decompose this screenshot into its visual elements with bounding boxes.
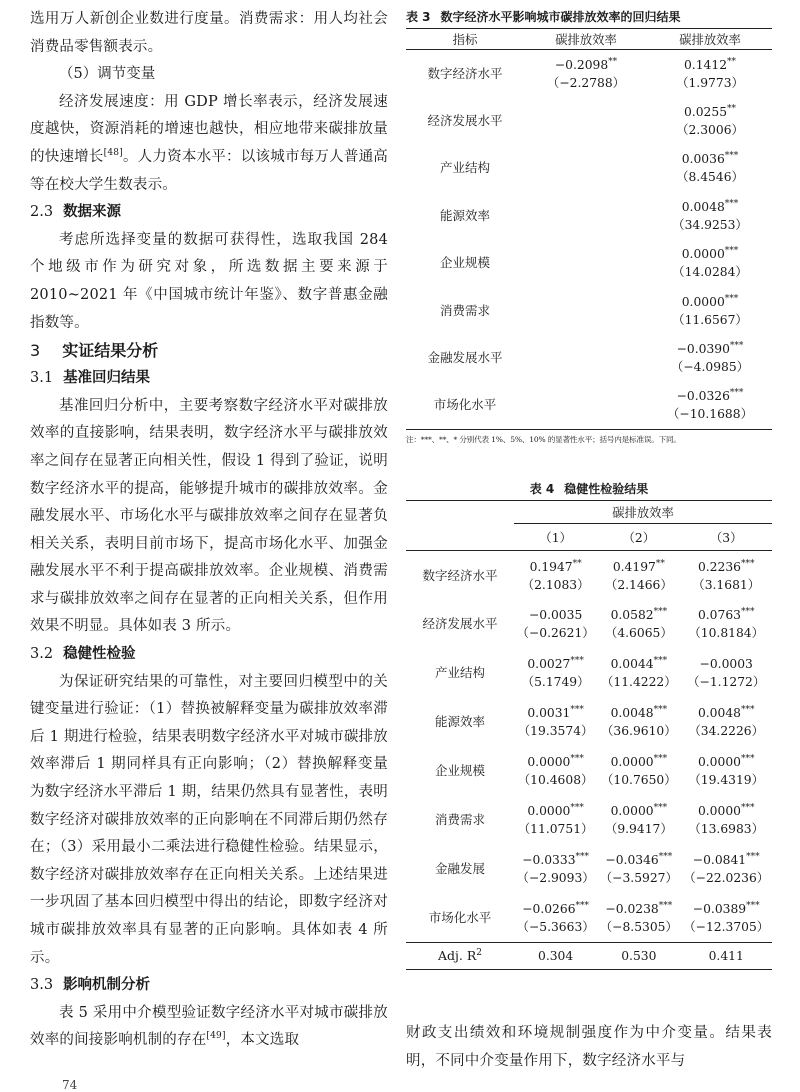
table-row xyxy=(406,240,772,287)
t-statistic: （34.2226） xyxy=(688,724,764,739)
significance-stars: *** xyxy=(746,851,760,862)
heading-title: 调节变量 xyxy=(97,66,156,83)
table-header-row xyxy=(406,524,772,551)
coefficient-value: 0.0255 xyxy=(683,105,728,120)
paragraph xyxy=(30,1000,388,1055)
t-statistic: （36.9610） xyxy=(601,724,677,739)
coefficient xyxy=(648,198,772,216)
coefficient xyxy=(597,900,680,918)
coefficient-value: −0.0346 xyxy=(605,852,659,867)
significance-stars: *** xyxy=(724,293,739,304)
table-cell xyxy=(680,747,772,796)
coefficient-value: −0.0390 xyxy=(676,342,730,357)
coefficient-value: −0.0389 xyxy=(692,901,747,916)
row-label: 企业规模 xyxy=(439,255,490,271)
table-cell xyxy=(597,600,680,649)
t-statistic: （10.4608） xyxy=(517,773,594,788)
table-cell xyxy=(524,240,648,287)
coefficient xyxy=(680,851,772,869)
row-label: 消费需求 xyxy=(439,302,490,318)
coefficient-value: 0.0000 xyxy=(610,755,654,770)
coefficient-value: 0.4197 xyxy=(612,559,656,574)
row-label: 金融发展水平 xyxy=(427,350,503,366)
coefficient xyxy=(597,753,680,771)
significance-stars: *** xyxy=(740,802,755,813)
t-statistic: （1.9773） xyxy=(676,75,744,90)
table-body xyxy=(406,50,772,430)
table-number: 表 3 xyxy=(406,10,431,24)
significance-stars: *** xyxy=(653,754,668,765)
significance-stars: *** xyxy=(570,705,584,716)
table-row xyxy=(406,334,772,381)
table-cell xyxy=(648,382,772,430)
r2-label: Adj. R xyxy=(438,948,477,964)
significance-stars: ** xyxy=(608,56,618,67)
table-row xyxy=(406,698,772,747)
table-row xyxy=(406,97,772,144)
row-label: 市场化水平 xyxy=(428,909,492,925)
column-header: （2） xyxy=(597,524,680,551)
table-row xyxy=(406,600,772,649)
section-heading-3-3 xyxy=(30,972,388,1000)
table-cell xyxy=(648,145,772,192)
table-3 xyxy=(406,28,772,430)
table-cell xyxy=(680,698,772,747)
table-row xyxy=(406,382,772,430)
t-statistic: （−2.2788） xyxy=(547,75,625,90)
coefficient xyxy=(680,753,772,771)
row-label xyxy=(406,943,514,970)
table-cell xyxy=(680,796,772,845)
significance-stars: *** xyxy=(658,900,673,911)
coefficient-value: 0.0027 xyxy=(527,657,571,672)
table-cell xyxy=(514,796,597,845)
table-header-row xyxy=(406,29,772,50)
table-cell xyxy=(648,240,772,287)
t-statistic: （4.6065） xyxy=(605,626,673,641)
coefficient xyxy=(680,655,772,673)
row-label: 能源效率 xyxy=(439,207,490,223)
table-body xyxy=(406,551,772,970)
coefficient xyxy=(680,558,772,576)
significance-stars: ** xyxy=(727,56,737,67)
significance-stars: *** xyxy=(653,607,668,618)
t-statistic: （−10.1688） xyxy=(667,407,753,422)
coefficient-value: 0.0000 xyxy=(681,294,725,309)
significance-stars: *** xyxy=(653,802,668,813)
coefficient-value: 0.2236 xyxy=(697,559,741,574)
row-label: 经济发展水平 xyxy=(422,616,498,632)
coefficient xyxy=(597,606,680,624)
column-header: 碳排放效率 xyxy=(524,29,648,50)
subheading-moderator xyxy=(30,61,388,89)
significance-stars: *** xyxy=(575,851,590,862)
coefficient-value: 0.0000 xyxy=(610,804,654,819)
row-label: 能源效率 xyxy=(434,714,485,730)
significance-stars: ** xyxy=(727,103,737,114)
table-cell xyxy=(514,844,597,893)
table-number: 表 4 xyxy=(529,482,555,497)
table-cell xyxy=(648,334,772,381)
table-row xyxy=(406,796,772,845)
table-cell xyxy=(514,698,597,747)
coefficient xyxy=(514,655,597,673)
table-row xyxy=(406,192,772,239)
row-label: 数字经济水平 xyxy=(427,65,503,81)
right-column xyxy=(406,6,772,970)
paragraph: 考虑所选择变量的数据可获得性，选取我国 284 个地级市作为研究对象，所选数据主要来源于 2010~2021 年《中国城市统计年鉴》、数字普惠金融指数等。 xyxy=(30,231,388,331)
table-cell xyxy=(597,698,680,747)
significance-stars: *** xyxy=(740,558,755,569)
significance-stars: *** xyxy=(740,705,755,716)
heading-number: 2.3 xyxy=(30,204,54,221)
coefficient-value: 0.0048 xyxy=(697,706,741,721)
heading-number: 3.1 xyxy=(30,370,54,387)
coefficient-value: 0.0000 xyxy=(697,755,741,770)
table-cell xyxy=(524,145,648,192)
r2-value: 0.304 xyxy=(514,943,597,970)
table-cell xyxy=(524,50,648,98)
coefficient xyxy=(514,704,597,722)
table-row xyxy=(406,287,772,334)
significance-stars: ** xyxy=(572,558,582,569)
column-header: 碳排放效率 xyxy=(648,29,772,50)
t-statistic: （−5.3663） xyxy=(516,919,595,934)
table-cell xyxy=(648,50,772,98)
heading-title: 数据来源 xyxy=(63,204,122,221)
coefficient xyxy=(648,340,772,358)
table-row xyxy=(406,747,772,796)
section-heading-3-2 xyxy=(30,641,388,669)
column-header: （3） xyxy=(680,524,772,551)
citation-ref: [48] xyxy=(103,148,123,159)
table-cell xyxy=(648,287,772,334)
section-heading-2-3 xyxy=(30,199,388,227)
coefficient xyxy=(597,558,680,576)
table-cell xyxy=(514,893,597,942)
table-cell xyxy=(680,649,772,698)
row-label: 企业规模 xyxy=(434,763,485,779)
coefficient xyxy=(514,802,597,820)
coefficient-value: −0.0003 xyxy=(699,657,753,672)
t-statistic: （10.8184） xyxy=(688,626,764,641)
right-column-continuation xyxy=(406,1020,772,1075)
row-label: 消费需求 xyxy=(434,812,485,828)
t-statistic: （13.6983） xyxy=(688,822,764,837)
t-statistic: （−4.0985） xyxy=(671,360,749,375)
group-header: 碳排放效率 xyxy=(514,501,772,524)
t-statistic: （−8.5305） xyxy=(599,919,678,934)
table-cell xyxy=(680,600,772,649)
table-4 xyxy=(406,500,772,970)
coefficient xyxy=(680,900,772,918)
table-cell xyxy=(524,192,648,239)
t-statistic: （−3.5927） xyxy=(599,870,678,885)
table-3-caption xyxy=(406,6,772,28)
coefficient xyxy=(648,245,772,263)
table-row xyxy=(406,893,772,942)
row-label: 数字经济水平 xyxy=(422,567,498,583)
coefficient-value: 0.0048 xyxy=(681,199,725,214)
heading-title: 基准回归结果 xyxy=(63,370,151,387)
coefficient-value: 0.0000 xyxy=(681,247,725,262)
r2-value: 0.530 xyxy=(597,943,680,970)
t-statistic: （3.1681） xyxy=(692,577,761,592)
t-statistic: （10.7650） xyxy=(601,773,677,788)
table-cell xyxy=(514,551,597,600)
adj-r2-row xyxy=(406,943,772,970)
table-cell xyxy=(680,893,772,942)
table-cell xyxy=(597,747,680,796)
table-title: 稳健性检验结果 xyxy=(564,482,649,497)
paragraph-text: 经济发展速度：用 GDP 增长率表示，经济发展速度越快，资源消耗的增速也越快，相应地带来碳排放量的快速增长 xyxy=(30,93,388,165)
significance-stars: *** xyxy=(575,900,590,911)
heading-number: （5） xyxy=(59,66,98,83)
paragraph: 选用万人新创企业数进行度量。消费需求：用人均社会消费品零售额表示。 xyxy=(30,11,388,55)
t-statistic: （11.4222） xyxy=(601,675,677,690)
significance-stars: *** xyxy=(570,754,584,765)
heading-title: 实证结果分析 xyxy=(62,341,159,361)
empty-header-cell xyxy=(406,524,514,551)
empty-header-cell xyxy=(406,501,514,524)
coefficient xyxy=(680,704,772,722)
table-row xyxy=(406,50,772,98)
coefficient xyxy=(648,56,772,74)
coefficient-value: 0.0048 xyxy=(610,706,654,721)
r2-superscript: 2 xyxy=(476,948,482,959)
t-statistic: （14.0284） xyxy=(672,265,748,280)
page-number: 74 xyxy=(62,1078,78,1092)
table-cell xyxy=(524,97,648,144)
coefficient xyxy=(514,900,597,918)
t-statistic: （2.1466） xyxy=(605,577,673,592)
significance-stars: *** xyxy=(740,754,755,765)
significance-stars: *** xyxy=(570,802,584,813)
table-cell xyxy=(597,893,680,942)
section-heading-3-1 xyxy=(30,365,388,393)
t-statistic: （−2.9093） xyxy=(516,870,595,885)
table-row xyxy=(406,551,772,600)
table-cell xyxy=(597,796,680,845)
t-statistic: （11.0751） xyxy=(517,822,594,837)
significance-stars: *** xyxy=(729,388,744,399)
t-statistic: （−22.0236） xyxy=(683,870,770,885)
coefficient-value: 0.1947 xyxy=(529,559,573,574)
t-statistic: （19.4319） xyxy=(688,773,764,788)
t-statistic: （5.1749） xyxy=(521,675,590,690)
coefficient-value: −0.2098 xyxy=(554,57,609,72)
r2-value: 0.411 xyxy=(680,943,772,970)
coefficient xyxy=(680,606,772,624)
paragraph-text: 。人力资本水平：以该城市每万人普通高等在校大学生数表示。 xyxy=(30,148,388,193)
citation-ref: [49] xyxy=(206,1031,226,1042)
table-title: 数字经济水平影响城市碳排放效率的回归结果 xyxy=(440,10,681,24)
column-header: 指标 xyxy=(406,29,524,50)
table-cell xyxy=(648,192,772,239)
significance-stars: *** xyxy=(653,705,668,716)
paragraph: 基准回归分析中，主要考察数字经济水平对碳排放效率的直接影响，结果表明，数字经济水平与碳排放效率之间存在显著正向相关性，假设 1 得到了验证，说明数字经济水平的提高，能够提升城市的碳排放效率。金融发展水平、市场化水平与碳排放效率之间存在显著负相关关系，表明目前市场下，提高市场化水平、加强金融发展水平不利于提高碳排放效率。企业规模、消费需求与碳排放效率之间存在显著的正向相关关系，但作用效果不明显。具体如表 3 所示。 xyxy=(30,397,388,635)
significance-stars: *** xyxy=(729,340,744,351)
coefficient xyxy=(597,802,680,820)
row-label: 金融发展 xyxy=(434,860,485,876)
coefficient-value: −0.0266 xyxy=(522,901,576,916)
left-column xyxy=(30,6,388,1055)
table-cell xyxy=(524,382,648,430)
coefficient xyxy=(648,293,772,311)
coefficient xyxy=(648,150,772,168)
coefficient-value: 0.0000 xyxy=(527,804,571,819)
paragraph-text: ，本文选取 xyxy=(225,1032,300,1049)
row-label: 市场化水平 xyxy=(433,397,497,413)
paragraph: 为保证研究结果的可靠性，对主要回归模型中的关键变量进行验证：（1）替换被解释变量为碳排放效率滞后 1 期进行检验，结果表明数字经济水平对城市碳排放效率滞后 1 期同样具有正向影响；（2）替换解释变量为数字经济水平滞后 1 期，结果仍然具有显著性，表明数字经济对碳排放效率的正向影响在不同滞后期仍然存在；（3）采用最小二乘法进行稳健性检验。结果显示，数字经济对碳排放效率存在正向相关关系。上述结果进一步巩固了基本回归模型中得出的结论，即数字经济对城市碳排放效率具有显著的正向影响。具体如表 4 所示。 xyxy=(30,673,388,966)
coefficient xyxy=(648,387,772,405)
table-4-caption xyxy=(406,478,772,500)
coefficient-value: 0.0763 xyxy=(697,608,741,623)
coefficient xyxy=(514,558,597,576)
coefficient xyxy=(514,753,597,771)
table-row xyxy=(406,844,772,893)
coefficient-value: 0.0000 xyxy=(697,804,741,819)
t-statistic: （9.9417） xyxy=(605,822,673,837)
table-cell xyxy=(514,747,597,796)
heading-title: 影响机制分析 xyxy=(63,977,151,994)
t-statistic: （8.4546） xyxy=(676,170,744,185)
coefficient-value: 0.0036 xyxy=(681,152,725,167)
row-label: 经济发展水平 xyxy=(427,113,503,129)
table-cell xyxy=(597,844,680,893)
coefficient-value: −0.0326 xyxy=(676,389,730,404)
table-row xyxy=(406,145,772,192)
significance-stars: *** xyxy=(740,607,755,618)
heading-number: 3.3 xyxy=(30,977,54,994)
coefficient xyxy=(680,802,772,820)
t-statistic: （−12.3705） xyxy=(683,919,770,934)
t-statistic: （2.3006） xyxy=(676,123,744,138)
significance-stars: ** xyxy=(655,558,665,569)
table-cell xyxy=(524,287,648,334)
significance-stars: *** xyxy=(570,656,584,667)
significance-stars: *** xyxy=(658,851,673,862)
column-header: （1） xyxy=(514,524,597,551)
table-cell xyxy=(514,649,597,698)
coefficient xyxy=(597,655,680,673)
coefficient-value: 0.0044 xyxy=(610,657,654,672)
coefficient xyxy=(597,851,680,869)
t-statistic: （−0.2621） xyxy=(516,626,595,641)
section-heading-3 xyxy=(30,337,388,365)
table-cell xyxy=(597,649,680,698)
coefficient xyxy=(514,606,597,624)
coefficient-value: 0.0031 xyxy=(527,706,571,721)
significance-stars: *** xyxy=(653,656,668,667)
table-cell xyxy=(597,551,680,600)
coefficient-value: −0.0333 xyxy=(522,852,576,867)
heading-title: 稳健性检验 xyxy=(63,646,136,663)
table-cell xyxy=(680,551,772,600)
row-label: 产业结构 xyxy=(439,160,490,176)
table-cell xyxy=(680,844,772,893)
table-4-block xyxy=(406,478,772,970)
table-cell xyxy=(514,600,597,649)
coefficient-value: 0.1412 xyxy=(683,57,728,72)
coefficient xyxy=(648,103,772,121)
table-cell xyxy=(648,97,772,144)
coefficient-value: 0.0582 xyxy=(610,608,654,623)
significance-stars: *** xyxy=(746,900,760,911)
coefficient xyxy=(597,704,680,722)
heading-number: 3 xyxy=(30,341,41,361)
coefficient-value: 0.0000 xyxy=(527,755,571,770)
significance-stars: *** xyxy=(724,246,739,257)
row-label: 产业结构 xyxy=(434,665,485,681)
coefficient xyxy=(524,56,648,74)
paragraph: 财政支出绩效和环境规制强度作为中介变量。结果表明，不同中介变量作用下，数字经济水平与 xyxy=(406,1025,772,1069)
paragraph xyxy=(30,89,388,199)
paragraph-text: 表 5 采用中介模型验证数字经济水平对城市碳排放效率的间接影响机制的存在 xyxy=(30,1004,388,1049)
table-group-header-row xyxy=(406,501,772,524)
t-statistic: （19.3574） xyxy=(517,724,594,739)
significance-stars: *** xyxy=(724,151,739,162)
table-cell xyxy=(524,334,648,381)
coefficient-value: −0.0238 xyxy=(605,901,659,916)
table-note: 注：***、**、* 分别代表 1%、5%、10% 的显著性水平；括号内是标准误。下同。 xyxy=(406,435,681,445)
coefficient xyxy=(514,851,597,869)
t-statistic: （2.1083） xyxy=(521,577,590,592)
t-statistic: （−1.1272） xyxy=(687,675,766,690)
t-statistic: （11.6567） xyxy=(672,312,748,327)
heading-number: 3.2 xyxy=(30,646,54,663)
significance-stars: *** xyxy=(724,198,739,209)
coefficient-value: −0.0035 xyxy=(528,608,583,623)
table-row xyxy=(406,649,772,698)
coefficient-value: −0.0841 xyxy=(692,852,747,867)
t-statistic: （34.9253） xyxy=(672,217,748,232)
